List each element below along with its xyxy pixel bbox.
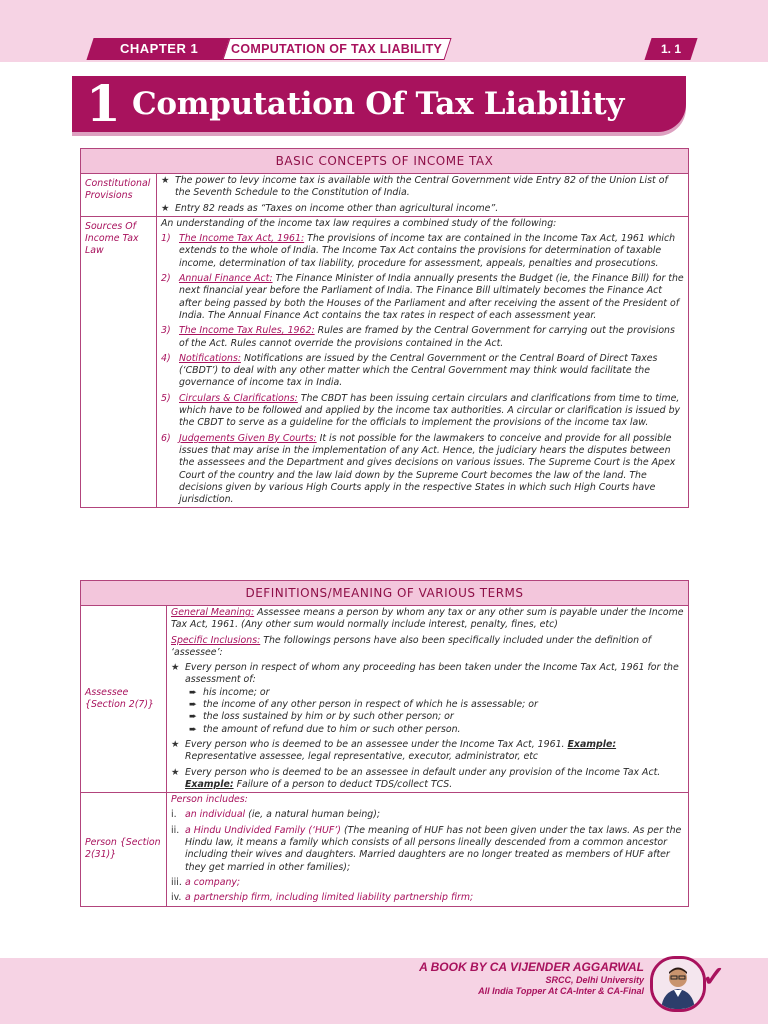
source-title: The Income Tax Act, 1961: [179, 233, 305, 245]
row-content [167, 793, 689, 906]
person-type: a company; [185, 876, 241, 888]
author-line: A BOOK BY CA VIJENDER AGGARWAL [419, 960, 644, 974]
list-item: Every person who is deemed to be an assessee under the Income Tax Act, 1961. [185, 738, 565, 750]
row-label: Assessee {Section 2(7)} [81, 606, 167, 793]
row-content [167, 606, 689, 793]
person-type: a Hindu Undivided Family (‘HUF’) [185, 824, 341, 836]
source-title: The Income Tax Rules, 1962: [179, 325, 315, 337]
list-number: i. [171, 809, 177, 821]
author-college: SRCC, Delhi University [545, 975, 644, 985]
person-text: (ie, a natural human being); [248, 809, 381, 821]
arrow-right-icon: ➨ [189, 723, 197, 735]
chapter-tag [86, 38, 231, 60]
list-number: iv. [171, 892, 182, 904]
source-title: Judgements Given By Courts: [179, 432, 317, 444]
row-content [157, 216, 689, 508]
author-block [400, 960, 644, 997]
page-number-tag [644, 38, 697, 60]
list-number: iii. [171, 876, 182, 888]
chapter-title-tag [222, 38, 451, 60]
list-item: Every person who is deemed to be an assessee in default under any provision of the Income Tax Act. [185, 766, 661, 778]
arrow-right-icon: ➨ [189, 711, 197, 723]
table-row [81, 216, 689, 508]
sub-item: the income of any other person in respect of which he is assessable; or [203, 699, 538, 711]
basic-concepts-table [80, 148, 689, 508]
source-text: Rules are framed by the Central Government for carrying out the provisions of the Act. Rules cannot override the provisions contained in the Act. [179, 325, 675, 349]
list-number: 5) [161, 392, 171, 404]
list-number: 2) [161, 273, 171, 285]
list-number: 1) [161, 233, 171, 245]
example-label: Example: [567, 738, 617, 750]
list-number: 6) [161, 432, 171, 444]
arrow-right-icon: ➨ [189, 699, 197, 711]
source-text: The Finance Minister of India annually presents the Budget (ie, the Finance Bill) for the next financial year before the Parliament of India. The Finance Bill ultimately becomes the Finance Act after being passed by both the Houses of the Parliament and after receiving the assent of the President of India. The Annual Finance Act contains the tax rates in respect of each assessment year. [179, 273, 684, 321]
source-title: Notifications: [179, 352, 241, 364]
sub-item: his income; or [203, 686, 270, 698]
example-text: Representative assessee, legal representative, executor, administrator, etc [185, 751, 539, 763]
list-item: Every person in respect of whom any proceeding has been taken under the Income Tax Act, 1961 for the assessment of: [185, 662, 679, 686]
sub-item: the amount of refund due to him or such other person. [203, 723, 461, 735]
table-row [81, 793, 689, 906]
source-text: It is not possible for the lawmakers to conceive and provide for all possible issues that may arise in the implementation of any Act. Hence, the judiciary hears the disputes between the assessees and the Department and gives decisions on various issues. The Supreme Court is the Apex Court of the country and the law laid down by the Supreme Court becomes the law of the land. The decisions given by various High Courts apply in the respective States in which such High Courts have jurisdiction. [179, 432, 676, 506]
star-icon: ★ [171, 766, 180, 778]
star-icon: ★ [161, 175, 170, 186]
person-text: (The meaning of HUF has not been given under the tax laws. As per the Hindu law, it means a family which consists of all persons lineally descended from a common ancestor including their wives and daughters. Married daughters are no longer treated as members of HUF after they get married in other families); [185, 824, 682, 873]
example-label: Example: [185, 778, 234, 790]
source-text: The provisions of income tax are contained in the Income Tax Act, 1961 which extends to the whole of India. The Income Tax Act contains the provisions for determination of taxable income, determination of tax liability, procedure for assessment, appeals, penalties and prosecutions. [179, 233, 676, 269]
person-type: an individual [185, 809, 246, 821]
specific-inclusions-title: Specific Inclusions: [171, 634, 261, 646]
basic-concepts-heading: BASIC CONCEPTS OF INCOME TAX [81, 149, 689, 174]
star-icon: ★ [171, 662, 180, 674]
row-label: Sources Of Income Tax Law [81, 216, 157, 508]
table-row [81, 606, 689, 793]
person-type: a partnership firm, including limited liability partnership firm; [185, 892, 474, 904]
source-title: Annual Finance Act: [179, 273, 273, 285]
sources-intro: An understanding of the income tax law requires a combined study of the following: [161, 217, 557, 229]
person-intro: Person includes: [171, 794, 248, 806]
row-content [157, 174, 689, 217]
definitions-table [80, 580, 689, 907]
check-mark-icon: ✓ [702, 961, 726, 992]
example-text: Failure of a person to deduct TDS/collect TCS. [236, 778, 453, 790]
chapter-number: 1 [86, 74, 121, 133]
page-title: Computation Of Tax Liability [132, 86, 625, 122]
author-achievement: All India Topper At CA-Inter & CA-Final [478, 986, 644, 996]
definitions-heading: DEFINITIONS/MEANING OF VARIOUS TERMS [81, 581, 689, 606]
author-avatar [650, 956, 706, 1012]
list-item: Entry 82 reads as “Taxes on income other than agricultural income”. [175, 202, 499, 214]
source-title: Circulars & Clarifications: [179, 392, 298, 404]
general-meaning-text: Assessee means a person by whom any tax or any other sum is payable under the Income Tax Act, 1961. (Any other sum would normally include interest, penalty, fines, etc) [171, 607, 684, 631]
source-text: The CBDT has been issuing certain circulars and clarifications from time to time, which have to be followed and applied by the income tax authorities. A circular or clarification is issued by the CBDT to serve as a guideline for the officials to implement the provisions of the income tax law. [179, 392, 681, 429]
list-item: The power to levy income tax is available with the Central Government vide Entry 82 of the Union List of the Seventh Schedule to the Constitution of India. [175, 175, 668, 199]
row-label: Constitutional Provisions [81, 174, 157, 217]
list-number: 3) [161, 325, 171, 337]
sub-item: the loss sustained by him or by such other person; or [203, 711, 454, 723]
general-meaning-title: General Meaning: [171, 607, 255, 618]
arrow-right-icon: ➨ [189, 686, 197, 698]
page-number: 1. 1 [660, 42, 681, 56]
specific-inclusions-text: The followings persons have also been specifically included under the definition of ‘assessee’: [171, 634, 652, 658]
source-text: Notifications are issued by the Central Government or the Central Board of Direct Taxes (‘CBDT’) to deal with any other matter which the Central Government may think would facilitate the governance of income tax in India. [179, 352, 658, 389]
row-label: Person {Section 2(31)} [81, 793, 167, 906]
chapter-title: COMPUTATION OF TAX LIABILITY [231, 42, 443, 56]
list-number: ii. [171, 824, 180, 836]
star-icon: ★ [161, 202, 170, 214]
table-row [81, 174, 689, 217]
star-icon: ★ [171, 738, 180, 750]
chapter-label: CHAPTER 1 [119, 41, 199, 56]
list-number: 4) [161, 352, 171, 364]
